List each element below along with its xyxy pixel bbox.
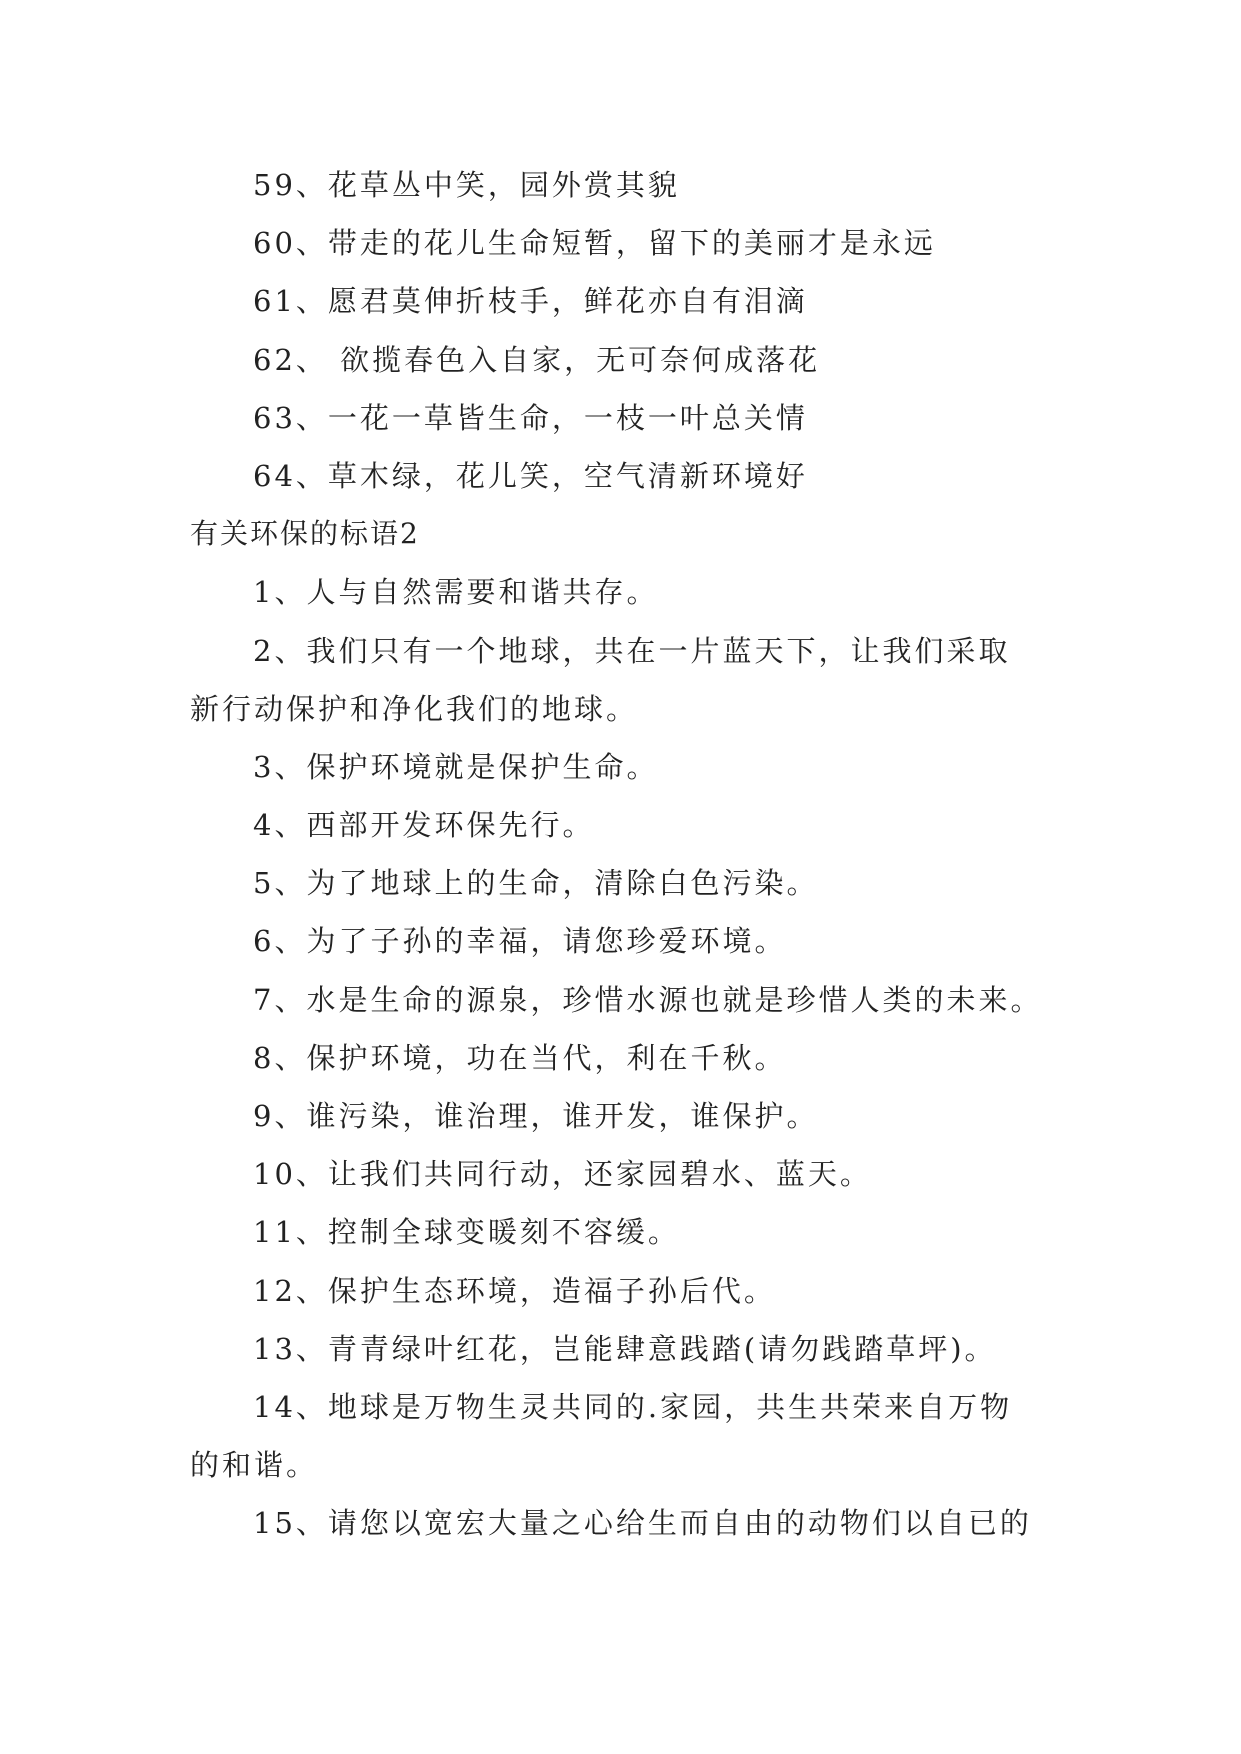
text-line: 新行动保护和净化我们的地球。 [190, 691, 639, 726]
text-line: 64、草木绿，花儿笑，空气清新环境好 [253, 458, 808, 493]
text-line: 13、青青绿叶红花，岂能肆意践踏(请勿践踏草坪)。 [253, 1331, 997, 1366]
text-line: 15、请您以宽宏大量之心给生而自由的动物们以自已的 [253, 1506, 1032, 1541]
text-line: 6、为了子孙的幸福，请您珍爱环境。 [253, 924, 787, 959]
document-body [190, 156, 1060, 1553]
text-line: 60、带走的花儿生命短暂，留下的美丽才是永远 [253, 226, 936, 261]
text-line: 62、 欲揽春色入自家，无可奈何成落花 [253, 342, 821, 377]
text-line: 12、保护生态环境，造福子孙后代。 [253, 1273, 776, 1308]
text-line: 1、人与自然需要和谐共存。 [253, 575, 659, 610]
text-line: 10、让我们共同行动，还家园碧水、蓝天。 [253, 1157, 872, 1192]
text-line: 8、保护环境，功在当代，利在千秋。 [253, 1040, 787, 1075]
section-heading: 有关环保的标语2 [190, 517, 420, 551]
text-line: 61、愿君莫伸折枝手，鲜花亦自有泪滴 [253, 284, 808, 319]
text-line: 3、保护环境就是保护生命。 [253, 749, 659, 784]
text-line: 9、谁污染，谁治理，谁开发，谁保护。 [253, 1099, 819, 1133]
text-line: 63、一花一草皆生命，一枝一叶总关情 [253, 400, 808, 435]
text-line: 2、我们只有一个地球，共在一片蓝天下，让我们采取 [253, 633, 1011, 668]
text-line: 14、地球是万物生灵共同的.家园，共生共荣来自万物 [253, 1389, 1013, 1424]
text-line: 5、为了地球上的生命，清除白色污染。 [253, 866, 819, 901]
text-line: 的和谐。 [190, 1448, 319, 1483]
text-line: 59、花草丛中笑，园外赏其貌 [253, 168, 680, 202]
text-line: 4、西部开发环保先行。 [253, 808, 595, 843]
text-line: 11、控制全球变暖刻不容缓。 [253, 1215, 680, 1250]
text-line: 7、水是生命的源泉，珍惜水源也就是珍惜人类的未来。 [253, 982, 1043, 1017]
